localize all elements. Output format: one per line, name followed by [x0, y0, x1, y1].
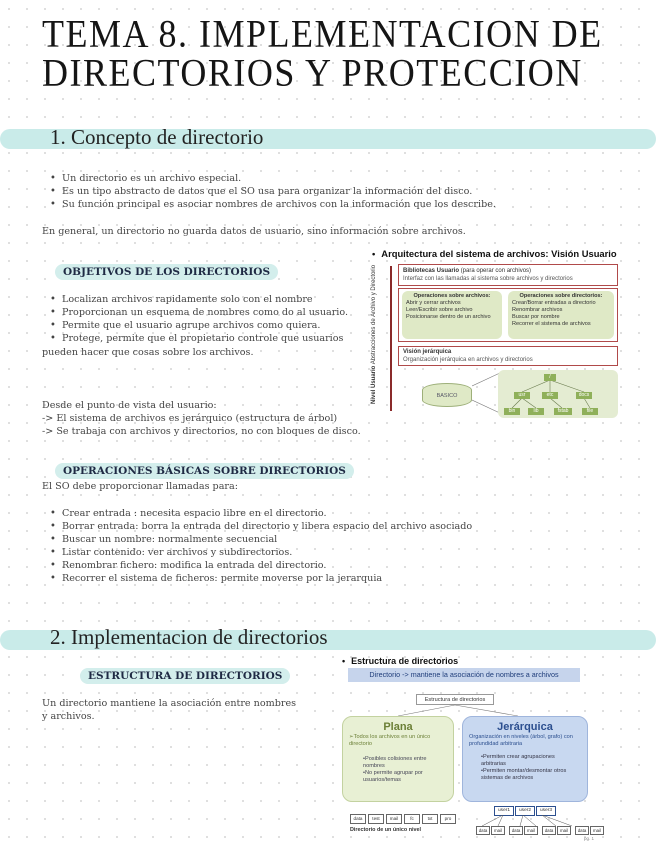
- page-title: [42, 11, 603, 94]
- flat-file-cell: txt: [422, 814, 438, 824]
- page-mark: pg. 1: [584, 836, 595, 841]
- list-item: Renombrar archivos: [512, 307, 563, 313]
- file-operations-box: [402, 291, 502, 339]
- operaciones-intro: El SO debe proporcionar llamadas para:: [42, 481, 238, 492]
- directory-operations-box: [508, 291, 614, 339]
- section-1-heading: 1. Concepto de directorio: [50, 125, 264, 149]
- architecture-figure-title: • Arquitectura del sistema de archivos: Visión Usuario: [372, 248, 617, 259]
- user-view-line: -> El sistema de archivos es jerárquico (estructura de árbol): [42, 413, 338, 424]
- user-file-cell: data: [509, 826, 523, 835]
- list-item: Crear/Borrar entradas a directorio: [512, 300, 596, 306]
- user-file-cell: data: [476, 826, 490, 835]
- flat-file-cell: mail: [386, 814, 402, 824]
- objetivos-heading: OBJETIVOS DE LOS DIRECTORIOS: [55, 264, 278, 280]
- user-view-line: Desde el punto de vista del usuario:: [42, 400, 217, 411]
- user-directory-cell: user3: [536, 806, 556, 816]
- tree-node: lib: [528, 408, 544, 415]
- user-file-cell: mail: [524, 826, 538, 835]
- estructura-line: y archivos.: [42, 711, 95, 722]
- directory-operations-title: Operaciones sobre directorios:: [519, 293, 603, 299]
- tree-node: bin: [504, 408, 520, 415]
- operaciones-list: [40, 507, 472, 585]
- disk-label: BASICO: [436, 393, 458, 399]
- list-item: Abrir y cerrar archivos: [406, 300, 461, 306]
- general-note: En general, un directorio no guarda datos de usuario, sino información sobre archivos.: [42, 226, 466, 237]
- list-item: •Posibles colisiones entre nombres: [363, 756, 427, 769]
- list-item: • Proporcionan un esquema de nombres como do al usuario.: [40, 306, 348, 319]
- libraries-box: [398, 264, 618, 286]
- concept-bullet-list: [40, 172, 496, 211]
- list-item: • Crear entrada : necesita espacio libre en el directorio.: [40, 507, 472, 520]
- user-directory-cell: user2: [515, 806, 535, 816]
- user-view-line: -> Se trabaja con archivos y directorios, no con bloques de disco.: [42, 426, 361, 437]
- side-label-rest: Abstracciones de Archivo y Directorio: [371, 264, 377, 365]
- flat-structure-title: Plana: [383, 721, 413, 733]
- hierarchical-structure-desc: Organización en niveles (árbol, grafo) con profundidad arbitraria: [469, 734, 573, 747]
- user-file-row: [476, 826, 604, 835]
- list-item: Posicionarse dentro de un archivo: [406, 314, 491, 320]
- tree-node: docs: [576, 392, 592, 399]
- flat-structure-box: [342, 716, 454, 802]
- list-item: Recorrer el sistema de archivos: [512, 321, 591, 327]
- tree-node: /: [544, 374, 556, 381]
- list-item: Buscar por nombre: [512, 314, 560, 320]
- tree-node: usr: [514, 392, 530, 399]
- objetivos-list: [40, 293, 348, 345]
- list-item: • Recorrer el sistema de ficheros: permite moverse por la jerarquia: [40, 572, 472, 585]
- libraries-title: Bibliotecas Usuario: [403, 268, 460, 274]
- flat-caption: Directorio de un único nivel: [350, 827, 421, 833]
- side-divider: [390, 266, 392, 411]
- file-operations-title: Operaciones sobre archivos:: [413, 293, 491, 299]
- estructura-paragraph: [42, 697, 296, 723]
- list-item: •Permiten crear agrupaciones arbitrarias: [481, 754, 555, 767]
- list-item: • Protege, permite que el propietario controle que usuarios: [40, 332, 348, 345]
- architecture-figure: [368, 246, 650, 418]
- tree-node: fstab: [554, 408, 572, 415]
- user-file-cell: mail: [590, 826, 604, 835]
- flat-file-cell: data: [350, 814, 366, 824]
- list-item: • Localizan archivos rapidamente solo con el nombre: [40, 293, 348, 306]
- title-line-1: TEMA 8. IMPLEMENTACION DE: [42, 11, 603, 56]
- list-item: • Borrar entrada: borra la entrada del directorio y libera espacio del archivo asociado: [40, 520, 472, 533]
- flat-file-row: [350, 814, 458, 824]
- operaciones-heading: OPERACIONES BÁSICAS SOBRE DIRECTORIOS: [55, 463, 354, 479]
- flat-structure-desc: ➢Todos los archivos en un único directorio: [349, 734, 431, 747]
- list-item: •No permite agrupar por usuarios/temas: [363, 770, 423, 783]
- list-item: • Buscar un nombre: normalmente secuencial: [40, 533, 472, 546]
- disk-cylinder: [422, 383, 472, 407]
- hierarchical-view-title: Visión jerárquica: [403, 349, 452, 355]
- user-level-side-label: [371, 254, 377, 404]
- hierarchical-view-subtitle: Organización jerárquica en archivos y directorios: [403, 356, 533, 363]
- user-file-cell: mail: [557, 826, 571, 835]
- list-item: Leer/Escribir sobre archivo: [406, 307, 473, 313]
- tree-node: file: [582, 408, 598, 415]
- hierarchical-structure-title: Jerárquica: [497, 721, 553, 733]
- architecture-figure-title-text: Arquitectura del sistema de archivos: Visión Usuario: [381, 248, 617, 259]
- hierarchical-structure-box: [462, 716, 588, 802]
- tree-node: etc: [542, 392, 558, 399]
- user-directory-cell: user1: [494, 806, 514, 816]
- libraries-subtitle: Interfaz con las llamadas al sistema sobre archivos y directorios: [403, 276, 573, 282]
- libraries-title-rest: (para operar con archivos): [460, 268, 532, 274]
- list-item: • Listar contenido: ver archivos y subdirectorios.: [40, 546, 472, 559]
- list-item: •Permiten montar/desmontar otros sistemas de archivos: [481, 768, 567, 781]
- association-banner: Directorio -> mantiene la asociación de nombres a archivos: [348, 668, 580, 682]
- flat-file-cell: pro: [440, 814, 456, 824]
- list-item: • Renombrar fichero: modifica la entrada del directorio.: [40, 559, 472, 572]
- user-file-cell: data: [542, 826, 556, 835]
- list-item: • Permite que el usuario agrupe archivos como quiera.: [40, 319, 348, 332]
- objetivos-continuation: pueden hacer que cosas sobre los archivos.: [42, 347, 254, 358]
- list-item: • Es un tipo abstracto de datos que el SO usa para organizar la información del disco.: [40, 185, 496, 198]
- user-file-cell: mail: [491, 826, 505, 835]
- estructura-line: Un directorio mantiene la asociación entre nombres: [42, 698, 297, 709]
- directory-structure-title: • Estructura de directorios: [342, 656, 459, 666]
- structure-center-label: Estructura de directorios: [416, 694, 494, 705]
- user-file-cell: data: [575, 826, 589, 835]
- directory-structure-figure: [338, 654, 600, 840]
- estructura-heading: ESTRUCTURA DE DIRECTORIOS: [80, 668, 290, 684]
- section-2-heading: 2. Implementacion de directorios: [50, 625, 328, 649]
- user-view-paragraph: [42, 399, 361, 438]
- title-line-2: DIRECTORIOS Y PROTECCION: [42, 50, 583, 94]
- list-item: • Su función principal es asociar nombres de archivos con la información que los describe.: [40, 198, 496, 211]
- hierarchical-view-box: [398, 346, 618, 366]
- flat-file-cell: test: [368, 814, 384, 824]
- directory-structure-title-text: Estructura de directorios: [351, 656, 459, 666]
- list-item: • Un directorio es un archivo especial.: [40, 172, 496, 185]
- side-label-bold: Nivel Usuario: [371, 365, 377, 404]
- flat-file-cell: fc: [404, 814, 420, 824]
